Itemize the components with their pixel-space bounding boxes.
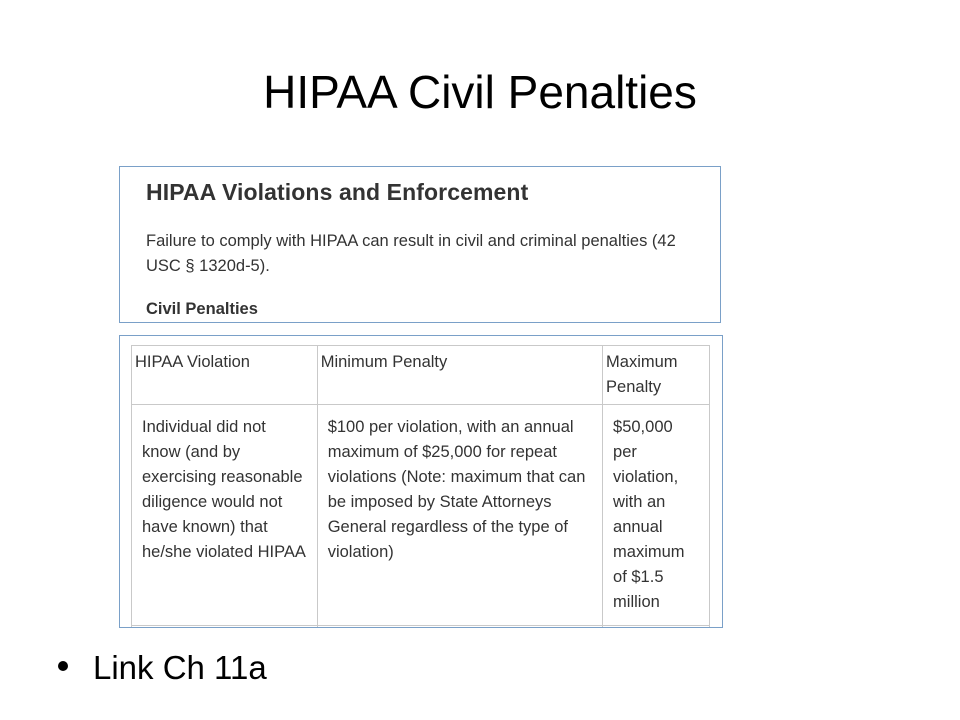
- excerpt-subheading: Civil Penalties: [146, 300, 258, 318]
- bullet-item[interactable]: [58, 646, 267, 690]
- excerpt-body: Failure to comply with HIPAA can result in civil and criminal penalties (42 USC § 1320d-5).: [146, 232, 676, 275]
- table-header-row: [132, 346, 710, 405]
- penalty-table: [131, 345, 710, 628]
- penalty-table-panel: [119, 335, 723, 628]
- bullet-label[interactable]: Link Ch 11a: [93, 649, 267, 686]
- column-header-violation: HIPAA Violation: [132, 346, 318, 405]
- column-header-maximum: Maximum Penalty: [603, 346, 710, 405]
- cell-maximum: $50,000 per violation, with an annual maximum of $1.5 million: [603, 405, 710, 626]
- excerpt-heading: HIPAA Violations and Enforcement: [146, 179, 529, 205]
- slide-title: HIPAA Civil Penalties: [263, 66, 697, 118]
- cell-cutoff: [132, 626, 318, 629]
- cell-violation: Individual did not know (and by exercising reasonable diligence would not have known) that he/she violated HIPAA: [132, 405, 318, 626]
- cell-cutoff: [603, 626, 710, 629]
- cell-minimum: $100 per violation, with an annual maximum of $25,000 for repeat violations (Note: maximum that can be imposed by State Attorneys General regardless of the type of violation): [317, 405, 602, 626]
- excerpt-panel: [119, 166, 721, 323]
- table-row-cutoff: [132, 626, 710, 629]
- bullet-dot-icon: [58, 661, 68, 671]
- cell-cutoff: [317, 626, 602, 629]
- column-header-minimum: Minimum Penalty: [317, 346, 602, 405]
- table-row: [132, 405, 710, 626]
